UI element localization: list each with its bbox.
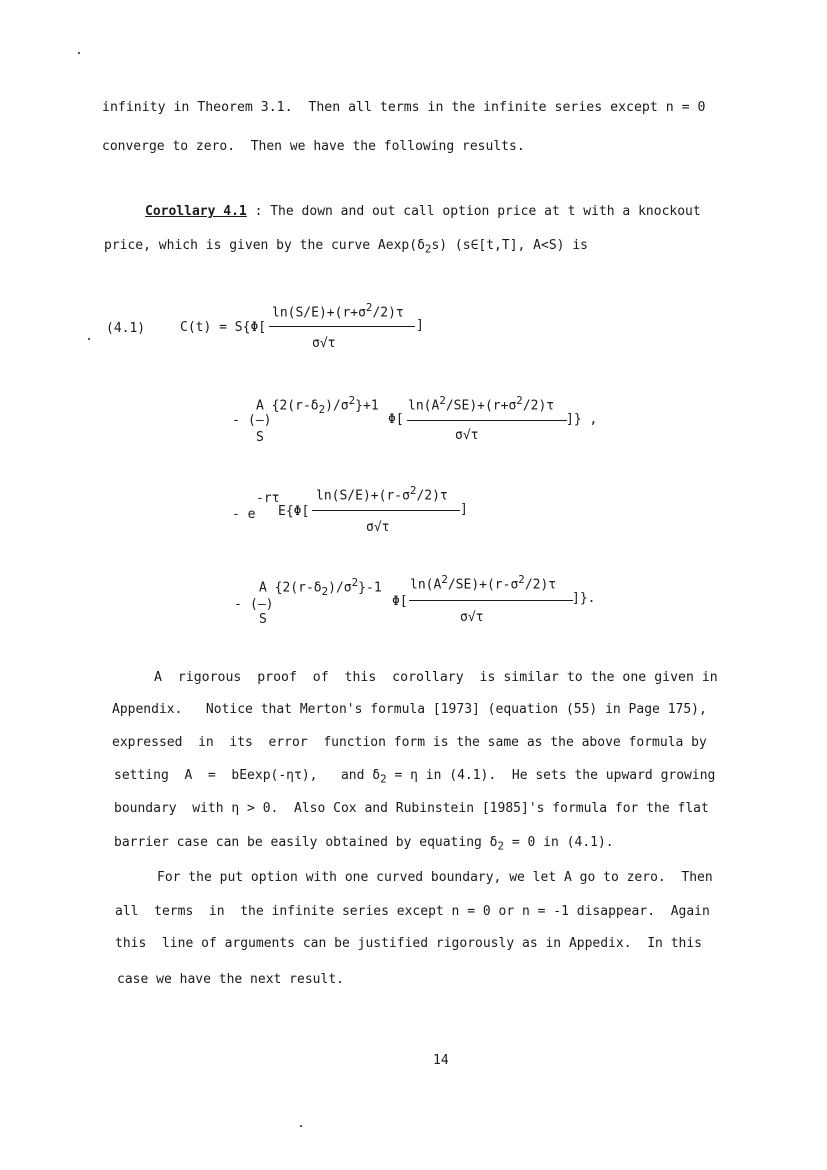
term-1-fraction-bar (269, 326, 415, 327)
equation-number: (4.1) (106, 321, 146, 336)
term-2-ratio-bar: (―) (248, 413, 272, 428)
paragraph-2-line-6: barrier case can be easily obtained by equating $\delta_2 = 0$ in (4.1). (114, 835, 614, 853)
paragraph-2-line-3: expressed in its error function form is the same as the above formula by (112, 735, 707, 750)
term-3-minus-e: - e (232, 507, 256, 522)
paragraph-2-line-4: setting A = bEexp(-ητ), and $\delta_2 = \eta$ in (4.1). He sets the upward growing (114, 768, 716, 786)
term-4-close: ]}. (572, 591, 596, 606)
corollary-label: Corollary 4.1 (145, 204, 247, 219)
term-4-ratio-bar: (―) (250, 597, 274, 612)
term-1-numerator: $\ln(S/E)+(r+\sigma^2/2)\tau$ (272, 301, 404, 321)
term-4-numerator: $\ln(A^2/SE)+(r-\sigma^2/2)\tau$ (410, 573, 557, 593)
corollary-statement-line-2: price, which is given by the curve $Aexp(\delta_2s)$ (s∈[t,T], A<S) is (104, 238, 588, 256)
scan-mark (78, 52, 80, 54)
paragraph-1-line-2: converge to zero. Then we have the following results. (102, 139, 525, 154)
scan-mark (88, 338, 90, 340)
term-1-close-bracket: ] (416, 318, 424, 333)
corollary-statement-line-1: Corollary 4.1 : The down and out call option price at t with a knockout (145, 204, 701, 219)
term-2-numerator: $\ln(A^2/SE)+(r+\sigma^2/2)\tau$ (408, 394, 555, 414)
term-2-close: ]} , (566, 412, 598, 427)
paragraph-1-line-1: infinity in Theorem 3.1. Then all terms in the infinite series except n = 0 (102, 100, 706, 115)
term-2-S: S (256, 430, 264, 445)
page-number: 14 (433, 1053, 449, 1068)
term-4-exponent: A $\{2(r-\delta_2)/\sigma^2\}-1$ (259, 576, 382, 598)
term-2-denominator: σ√τ (455, 428, 479, 443)
equation-lhs: C(t) = S{Φ[ (180, 320, 267, 335)
term-4-S: S (259, 612, 267, 627)
paragraph-2-line-1: A rigorous proof of this corollary is similar to the one given in (154, 670, 718, 685)
term-3-numerator: $\ln(S/E)+(r-\sigma^2/2)\tau$ (316, 484, 448, 504)
paragraph-3-line-4: case we have the next result. (117, 972, 344, 987)
term-2-phi: Φ[ (388, 412, 404, 427)
scan-mark (300, 1125, 302, 1127)
term-4-denominator: σ√τ (460, 610, 484, 625)
paragraph-3-line-1: For the put option with one curved boundary, we let A go to zero. Then (157, 870, 713, 885)
paragraph-2-line-5: boundary with η > 0. Also Cox and Rubinstein [1985]'s formula for the flat (114, 801, 709, 816)
term-1-denominator: σ√τ (312, 336, 336, 351)
term-3-E-phi: E{Φ[ (278, 504, 310, 519)
term-3-fraction-bar (312, 510, 460, 511)
term-4-minus: - (234, 597, 242, 612)
term-3-denominator: σ√τ (366, 520, 390, 535)
paragraph-3-line-3: this line of arguments can be justified rigorously as in Appedix. In this (115, 936, 702, 951)
term-2-minus: - (232, 413, 240, 428)
term-3-exponent: -rτ (256, 491, 280, 506)
term-3-close: ] (460, 502, 468, 517)
paragraph-3-line-2: all terms in the infinite series except n = 0 or n = -1 disappear. Again (115, 904, 710, 919)
term-2-fraction-bar (407, 420, 567, 421)
term-4-phi: Φ[ (392, 594, 408, 609)
paragraph-2-line-2: Appendix. Notice that Merton's formula [1973] (equation (55) in Page 175), (112, 702, 707, 717)
term-2-exponent: A $\{2(r-\delta_2)/\sigma^2\}+1$ (256, 394, 379, 416)
term-4-fraction-bar (409, 600, 573, 601)
